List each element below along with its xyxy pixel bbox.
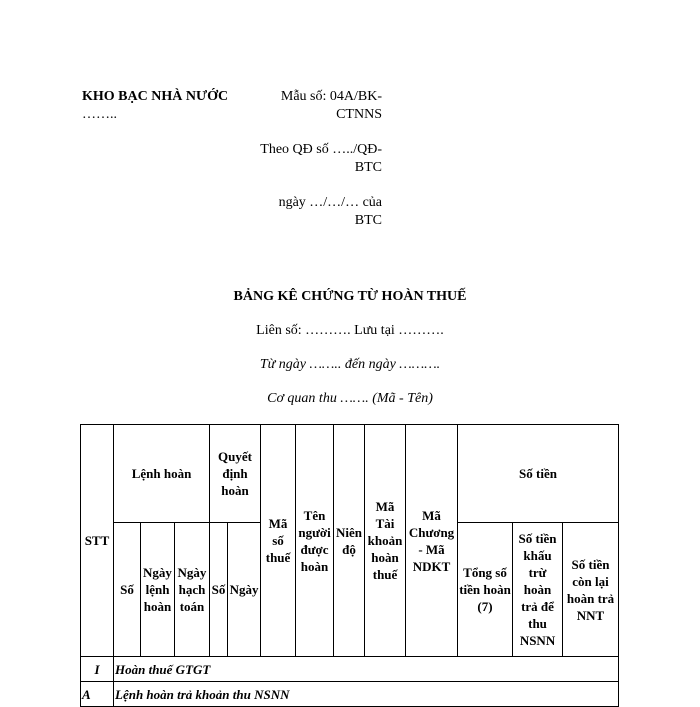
col-khau-tru: Số tiền khấu trừ hoàn trả để thu NSNN bbox=[513, 523, 563, 657]
col-ngay-qd: Ngày bbox=[228, 523, 261, 657]
decision-line2: BTC bbox=[354, 160, 382, 175]
table-row bbox=[81, 657, 619, 682]
date-line1: ngày …/…/… của bbox=[278, 195, 382, 210]
col-quyet-dinh: Quyết định hoàn bbox=[210, 425, 261, 523]
col-so: Số bbox=[114, 523, 141, 657]
form-number-line2: CTNNS bbox=[336, 107, 382, 122]
copy-number-line: Liên số: ………. Lưu tại ………. bbox=[256, 323, 444, 338]
treasury-name: KHO BẠC NHÀ NƯỚC bbox=[82, 89, 229, 104]
row-label: Lệnh hoàn trả khoản thu NSNN bbox=[114, 682, 619, 707]
col-ten-nguoi: Tên người được hoàn bbox=[296, 425, 334, 657]
decision-line1: Theo QĐ số …../QĐ- bbox=[260, 142, 382, 157]
form-number bbox=[240, 88, 382, 124]
col-nien-do: Niên độ bbox=[334, 425, 365, 657]
header-row-1 bbox=[81, 425, 619, 523]
decision-date bbox=[240, 194, 382, 230]
row-index: A bbox=[81, 682, 114, 707]
col-so-tien: Số tiền bbox=[458, 425, 619, 523]
refund-table-wrapper bbox=[80, 424, 618, 707]
col-ma-so-thue: Mã số thuế bbox=[261, 425, 296, 657]
form-number-line1: Mẫu số: 04A/BK- bbox=[280, 89, 382, 104]
form-reference bbox=[240, 88, 382, 247]
col-con-lai: Số tiền còn lại hoàn trả NNT bbox=[563, 523, 619, 657]
treasury-branch-placeholder: …….. bbox=[82, 107, 117, 122]
col-lenh-hoan: Lệnh hoàn bbox=[114, 425, 210, 523]
treasury-header bbox=[82, 88, 252, 124]
table-row bbox=[81, 682, 619, 707]
row-index: I bbox=[81, 657, 114, 682]
refund-table bbox=[80, 424, 619, 707]
date-range-line: Từ ngày …….. đến ngày ………. bbox=[259, 357, 441, 372]
col-tong-so: Tổng số tiền hoàn (7) bbox=[458, 523, 513, 657]
decision-number bbox=[240, 141, 382, 177]
col-ma-chuong: Mã Chương - Mã NDKT bbox=[406, 425, 458, 657]
row-label: Hoàn thuế GTGT bbox=[114, 657, 619, 682]
col-ngay-lenh: Ngày lệnh hoàn bbox=[141, 523, 175, 657]
date-line2: BTC bbox=[354, 213, 382, 228]
document-title: BẢNG KÊ CHỨNG TỪ HOÀN THUẾ bbox=[233, 289, 467, 304]
col-ma-tai-khoan: Mã Tài khoản hoàn thuế bbox=[365, 425, 406, 657]
col-stt: STT bbox=[81, 425, 114, 657]
collecting-agency-line: Cơ quan thu ……. (Mã - Tên) bbox=[267, 391, 433, 406]
col-so-qd: Số bbox=[210, 523, 228, 657]
col-ngay-hach-toan: Ngày hạch toán bbox=[175, 523, 210, 657]
